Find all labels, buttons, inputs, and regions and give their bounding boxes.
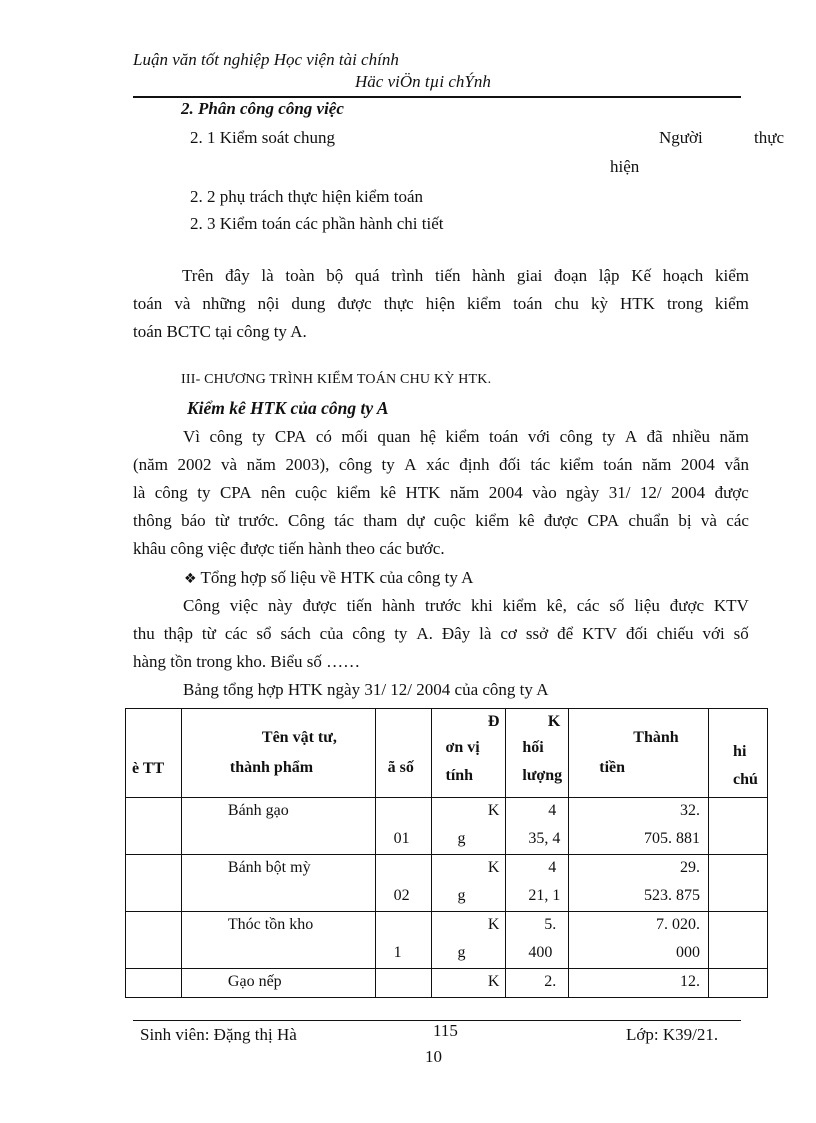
- table-cell: [506, 969, 569, 998]
- word: công: [338, 455, 372, 474]
- para-2-line-2: [133, 624, 749, 644]
- header-stt-text: è TT: [132, 760, 165, 777]
- word: HTK: [620, 294, 655, 313]
- word: công: [559, 427, 593, 446]
- word: kiểm: [467, 294, 502, 313]
- word: ty: [381, 455, 395, 474]
- word: tiến: [434, 266, 461, 285]
- table-cell: [375, 969, 431, 998]
- section-2-item-1-right: [659, 128, 784, 148]
- word: định: [459, 455, 490, 474]
- word: được: [337, 294, 372, 313]
- item-qty-b: 400: [528, 944, 553, 961]
- table-cell: [506, 855, 569, 912]
- word: kiểm: [502, 596, 537, 615]
- header-note-line-2: chú: [733, 771, 758, 788]
- item-unit-a: K: [487, 859, 500, 876]
- word: hệ: [419, 427, 436, 446]
- header-unit-line-2: tính: [445, 767, 474, 784]
- word: nội: [257, 294, 280, 313]
- section-3-heading: III- CHƯƠNG TRÌNH KIỂM TOÁN CHU KỲ HTK.: [181, 372, 492, 387]
- word: chiếu: [656, 624, 694, 643]
- word: 31/: [608, 483, 631, 502]
- word: kiểm: [475, 511, 510, 530]
- item-code: 1: [393, 944, 402, 961]
- table-header-row: [126, 709, 768, 798]
- word: kê,: [546, 596, 567, 615]
- word: tiến: [346, 596, 373, 615]
- word: trong: [666, 294, 703, 313]
- word: năm: [246, 455, 276, 474]
- header-qty-top: K: [547, 713, 561, 730]
- item-qty-b: 21, 1: [528, 887, 561, 904]
- word: những: [202, 294, 246, 313]
- word: từ: [214, 511, 229, 530]
- table-cell: [709, 912, 768, 969]
- word: lập: [598, 266, 620, 285]
- word: là: [133, 483, 146, 502]
- item-unit-a: K: [487, 973, 500, 990]
- table-caption: Bảng tổng hợp HTK ngày 31/ 12/ 2004 của công ty A: [183, 680, 549, 699]
- word: Trên: [182, 266, 214, 285]
- word: được: [669, 596, 704, 615]
- table-cell: [126, 912, 182, 969]
- table-row: [126, 798, 768, 855]
- word: trình: [391, 266, 424, 285]
- footer-student: Sinh viên: Đặng thị Hà: [140, 1025, 297, 1044]
- item-qty-a: 2.: [544, 973, 557, 990]
- header-qty-line-1: hối: [522, 739, 544, 756]
- header-stt: [126, 709, 182, 798]
- word: Kế: [631, 266, 652, 285]
- table-cell: [569, 798, 709, 855]
- item-name: Bánh bột mỳ: [227, 859, 311, 876]
- word: 2004: [488, 483, 523, 502]
- word: để: [557, 624, 574, 643]
- word: có: [315, 427, 332, 446]
- word: quan: [377, 427, 411, 446]
- word: CPA: [219, 483, 252, 502]
- section-2-title: 2. Phân công công việc: [181, 99, 344, 118]
- table-cell: [181, 969, 375, 998]
- header-amount: [569, 709, 709, 798]
- word: ty: [252, 427, 266, 446]
- word: Công: [183, 596, 220, 615]
- header-name-line-1: Tên vật tư,: [261, 729, 337, 746]
- word: thông: [133, 511, 172, 530]
- word: liệu: [634, 596, 660, 615]
- section-2-item-1: 2. 1 Kiểm soát chung: [190, 128, 335, 147]
- word: hành: [472, 266, 506, 285]
- word: công: [209, 427, 243, 446]
- word: KTV: [582, 624, 618, 643]
- header-name: [181, 709, 375, 798]
- word: kiểm: [714, 294, 749, 313]
- summary-line-2: [133, 294, 749, 314]
- word: các: [576, 596, 600, 615]
- word: từ: [201, 624, 216, 643]
- item-amount-a: 7. 020.: [656, 916, 701, 933]
- word: các: [224, 624, 248, 643]
- section-2-item-2: 2. 2 phụ trách thực hiện kiểm toán: [190, 187, 423, 206]
- word: của: [319, 624, 344, 643]
- word: ty: [602, 427, 616, 446]
- para-1-line-3: [133, 483, 749, 503]
- word: cuộc: [433, 511, 466, 530]
- word: đối: [499, 455, 521, 474]
- table-cell: [375, 798, 431, 855]
- table-cell: [506, 912, 569, 969]
- word: được: [543, 511, 579, 530]
- word: CPA: [274, 427, 307, 446]
- word: số: [609, 596, 625, 615]
- word: kê: [380, 483, 397, 502]
- word: hoạch: [662, 266, 704, 285]
- word: đối: [625, 624, 648, 643]
- header-amount-line-2: tiền: [599, 759, 626, 776]
- word: chu: [554, 294, 579, 313]
- word: toán: [603, 455, 633, 474]
- item-amount-b: 705. 881: [644, 830, 701, 847]
- word: được: [302, 596, 337, 615]
- word: toàn: [285, 266, 315, 285]
- item-qty-b: 35, 4: [528, 830, 561, 847]
- table-row: [126, 912, 768, 969]
- word: 2003),: [285, 455, 330, 474]
- word: cuộc: [294, 483, 328, 502]
- word: tác: [334, 511, 354, 530]
- header-name-line-2: thành phẩm: [229, 759, 314, 776]
- inventory-table: [125, 708, 768, 998]
- item-amount-a: 32.: [680, 802, 701, 819]
- section-3-subheading: Kiểm kê HTK của công ty A: [187, 398, 389, 418]
- word: KTV: [713, 596, 749, 615]
- summary-line-3: toán BCTC tại công ty A.: [133, 322, 307, 341]
- item-amount-b: 523. 875: [644, 887, 701, 904]
- word: và: [221, 455, 238, 474]
- summary-line-1: [182, 266, 749, 286]
- header-unit-line-1: ơn vị: [445, 739, 480, 756]
- word: 2002: [177, 455, 212, 474]
- table-cell: [375, 912, 431, 969]
- word: 2004: [671, 483, 706, 502]
- word: năm: [449, 483, 480, 502]
- table-cell: [181, 855, 375, 912]
- word: và: [700, 511, 717, 530]
- word: bị: [678, 511, 692, 530]
- word: là: [261, 266, 274, 285]
- table-row: [126, 855, 768, 912]
- para-1-line-1: [183, 427, 749, 447]
- para-1-line-2: [133, 455, 749, 475]
- section-2-item-1-continuation: hiện: [610, 157, 640, 176]
- table-cell: [569, 969, 709, 998]
- word: kiểm: [714, 266, 749, 285]
- word: xác: [426, 455, 450, 474]
- word: quá: [354, 266, 380, 285]
- word: kiểm: [559, 455, 594, 474]
- header-amount-line-1: Thành: [633, 729, 679, 746]
- word: Vì: [183, 427, 200, 446]
- word: (năm: [133, 455, 168, 474]
- item-unit-b: g: [457, 830, 466, 847]
- table-cell: [181, 798, 375, 855]
- item-code: 02: [393, 887, 410, 904]
- word: CPA: [587, 511, 620, 530]
- word: thu: [133, 624, 155, 643]
- word: công: [352, 624, 386, 643]
- header-code: [375, 709, 431, 798]
- word: giai: [516, 266, 543, 285]
- item-unit-b: g: [457, 887, 466, 904]
- word: ty: [394, 624, 408, 643]
- word: hành: [382, 596, 416, 615]
- word: các: [726, 511, 749, 530]
- word: thực: [754, 128, 784, 147]
- word: sách: [280, 624, 311, 643]
- word: việc: [229, 596, 259, 615]
- para-1-last-line: khâu công việc được tiến hành theo các bước.: [133, 539, 445, 558]
- word: kỳ: [590, 294, 608, 313]
- table-cell: [431, 912, 506, 969]
- word: bộ: [326, 266, 344, 285]
- word: dung: [291, 294, 326, 313]
- word: Người: [659, 128, 703, 147]
- word: thập: [163, 624, 193, 643]
- para-2-last-line: hàng tồn trong kho. Biểu số ……: [133, 652, 361, 671]
- item-unit-b: g: [457, 944, 466, 961]
- item-name: Thóc tồn kho: [227, 916, 314, 933]
- header-note: [709, 709, 768, 798]
- table-cell: [126, 798, 182, 855]
- word: năm: [719, 427, 749, 446]
- word: ty: [197, 483, 211, 502]
- word: báo: [181, 511, 206, 530]
- word: vào: [532, 483, 557, 502]
- word: chuẩn: [628, 511, 669, 530]
- table-cell: [569, 912, 709, 969]
- word: kiểm: [445, 427, 480, 446]
- word: ngày: [566, 483, 600, 502]
- item-qty-a: 5.: [544, 916, 557, 933]
- diamond-bullet-icon: ❖: [184, 571, 197, 587]
- word: với: [527, 427, 551, 446]
- word: năm: [642, 455, 672, 474]
- table-cell: [126, 969, 182, 998]
- word: Đây: [441, 624, 471, 643]
- word: mối: [341, 427, 368, 446]
- word: HTK: [405, 483, 441, 502]
- word: được: [714, 483, 749, 502]
- bullet-item: [184, 568, 473, 588]
- word: toán: [513, 294, 543, 313]
- word: cơ: [500, 624, 517, 643]
- word: dự: [406, 511, 425, 530]
- table-cell: [181, 912, 375, 969]
- word: kiểm: [336, 483, 371, 502]
- item-code: 01: [393, 830, 410, 847]
- table-cell: [506, 798, 569, 855]
- footer-class: Lớp: K39/21.: [626, 1025, 719, 1044]
- header-code-text: ã số: [387, 759, 414, 776]
- item-unit-a: K: [487, 916, 500, 933]
- header-qty: [506, 709, 569, 798]
- word: nhiều: [672, 427, 711, 446]
- word: đoạn: [554, 266, 588, 285]
- word: kê: [518, 511, 535, 530]
- table-cell: [126, 855, 182, 912]
- word: thực: [383, 294, 414, 313]
- word: công: [154, 483, 188, 502]
- word: và: [174, 294, 191, 313]
- table-cell: [709, 969, 768, 998]
- table-cell: [431, 855, 506, 912]
- word: vẫn: [724, 455, 749, 474]
- word: đã: [646, 427, 663, 446]
- header-note-line-1: hi: [733, 743, 747, 760]
- word: số: [733, 624, 749, 643]
- word: A: [624, 427, 638, 446]
- word: với: [702, 624, 725, 643]
- word: 12/: [639, 483, 662, 502]
- header-rule: [133, 96, 741, 98]
- word: nên: [260, 483, 286, 502]
- word: toán: [489, 427, 519, 446]
- word: sổ: [256, 624, 272, 643]
- word: tham: [363, 511, 398, 530]
- item-amount-b: 000: [676, 944, 701, 961]
- item-qty-a: 4: [548, 859, 557, 876]
- word: toán: [133, 294, 163, 313]
- word: đây: [225, 266, 250, 285]
- word: Công: [287, 511, 325, 530]
- footer-page-bottom: 10: [425, 1047, 442, 1066]
- word: là: [479, 624, 492, 643]
- word: trước.: [238, 511, 279, 530]
- header-qty-line-2: lượng: [522, 767, 563, 784]
- table-cell: [569, 855, 709, 912]
- table-cell: [375, 855, 431, 912]
- item-name: Gạo nếp: [227, 973, 282, 990]
- table-cell: [431, 969, 506, 998]
- section-2-item-3: 2. 3 Kiểm toán các phần hành chi tiết: [190, 214, 444, 233]
- header-line-2: Häc viÖn tµi chÝnh: [355, 72, 491, 91]
- word: 2004: [680, 455, 715, 474]
- item-unit-a: K: [487, 802, 500, 819]
- word: A.: [416, 624, 433, 643]
- word: này: [267, 596, 293, 615]
- word: hiện: [425, 294, 456, 313]
- word: ssở: [525, 624, 549, 643]
- header-unit: [431, 709, 506, 798]
- table-row: [126, 969, 768, 998]
- word: trước: [424, 596, 462, 615]
- word: khi: [471, 596, 493, 615]
- header-unit-top: Đ: [487, 713, 500, 730]
- para-2-line-1: [183, 596, 749, 616]
- footer-page-top: 115: [433, 1021, 458, 1040]
- table-cell: [709, 855, 768, 912]
- word: tác: [530, 455, 551, 474]
- table-cell: [431, 798, 506, 855]
- bullet-text: Tổng hợp số liệu về HTK của công ty A: [200, 568, 474, 587]
- item-amount-a: 12.: [680, 973, 701, 990]
- table-cell: [709, 798, 768, 855]
- word: A: [404, 455, 417, 474]
- item-amount-a: 29.: [680, 859, 701, 876]
- para-1-line-4: [133, 511, 749, 531]
- item-qty-a: 4: [548, 802, 557, 819]
- item-name: Bánh gạo: [227, 802, 289, 819]
- header-line-1: Luận văn tốt nghiệp Học viện tài chính: [133, 50, 399, 69]
